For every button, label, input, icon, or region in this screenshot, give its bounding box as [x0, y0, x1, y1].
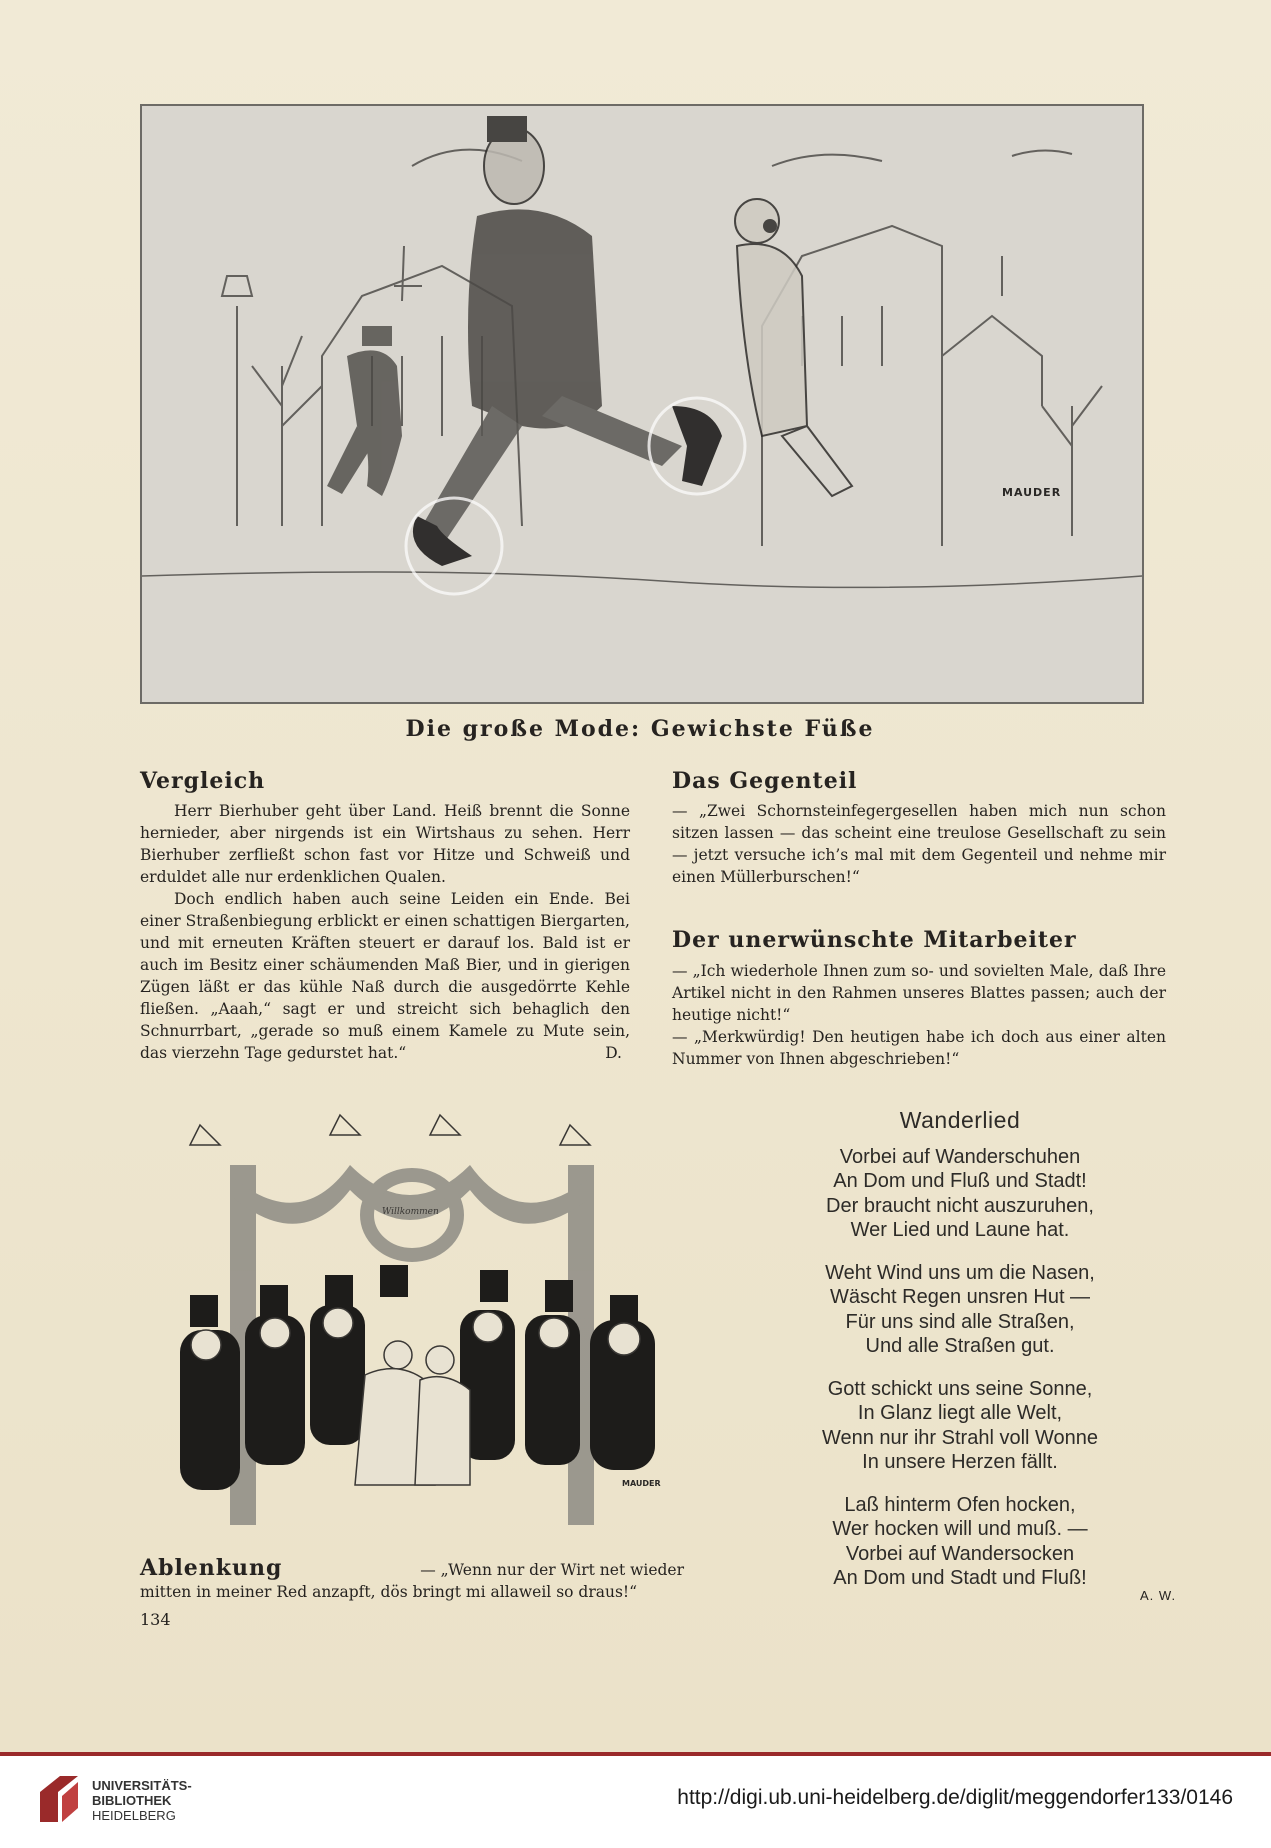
- bottom-illustration-signature: MAUDER: [622, 1479, 661, 1488]
- poem-title: Wanderlied: [899, 1107, 1021, 1133]
- poem-line: An Dom und Stadt und Fluß!: [833, 1567, 1087, 1589]
- left-article-signature: D.: [605, 1044, 622, 1062]
- library-name-line-1: UNIVERSITÄTS-: [92, 1778, 192, 1793]
- page-number: 134: [140, 1610, 171, 1629]
- bottom-illustration: [150, 1105, 690, 1545]
- poem-stanza: [750, 1493, 1170, 1591]
- left-article-paragraph-2: [140, 888, 630, 1064]
- poem-line: In unsere Herzen fällt.: [862, 1451, 1058, 1473]
- poem-stanza: [750, 1261, 1170, 1359]
- poem-line: Laß hinterm Ofen hocken,: [844, 1493, 1076, 1516]
- footer-divider: [0, 1752, 1271, 1756]
- right-article-1-body: [672, 800, 1166, 888]
- poem-line: Und alle Straßen gut.: [865, 1335, 1055, 1357]
- ablenkung-heading: Ablenkung: [140, 1555, 283, 1581]
- walking-men-sketch: [142, 106, 1142, 702]
- poem-line: Für uns sind alle Straßen,: [845, 1310, 1075, 1333]
- poem-line: Wer hocken will und muß. —: [832, 1518, 1088, 1540]
- right-article-2-line-1: — „Ich wiederhole Ihnen zum so- und sovielten Male, daß Ihre Artikel nicht in den Rahmen unseres Blattes passen; auch der heutige nicht!“: [672, 962, 1166, 1024]
- poem-line: Der braucht nicht auszuruhen,: [826, 1194, 1094, 1217]
- ablenkung-text-first: — „Wenn nur der Wirt net wieder: [420, 1561, 684, 1579]
- bottom-illustration-banner: Willkommen: [382, 1207, 439, 1217]
- poem-author: A. W.: [1140, 1588, 1177, 1603]
- poem-line: Wäscht Regen unsren Hut —: [829, 1286, 1091, 1308]
- poem-line: Wenn nur ihr Strahl voll Wonne: [821, 1426, 1099, 1449]
- poem-line: Vorbei auf Wanderschuhen: [839, 1145, 1081, 1168]
- poem-stanza: [750, 1377, 1170, 1475]
- top-illustration-caption: Die große Mode: Gewichste Füße: [405, 716, 875, 742]
- right-article-2-line-2: — „Merkwürdig! Den heutigen habe ich doch aus einer alten Nummer von Ihnen abgeschrieben!“: [672, 1028, 1166, 1068]
- library-name-line-3: HEIDELBERG: [92, 1808, 176, 1823]
- digital-library-link[interactable]: http://digi.ub.uni-heidelberg.de/diglit/meggendorfer133/0146: [677, 1786, 1233, 1809]
- library-name-line-2: BIBLIOTHEK: [92, 1793, 172, 1808]
- left-article-heading: Vergleich: [140, 768, 266, 794]
- left-article-paragraph-1: Herr Bierhuber geht über Land. Heiß brennt die Sonne hernieder, aber nirgends ist ein Wirtshaus zu sehen. Herr Bierhuber zerfließt schon fast vor Hitze und Schweiß und erduldet alle nur erdenklichen Qualen.: [140, 802, 630, 886]
- poem-line: Gott schickt uns seine Sonne,: [827, 1377, 1093, 1400]
- poem-line: In Glanz liegt alle Welt,: [857, 1402, 1063, 1424]
- left-article-body: [140, 800, 630, 1064]
- poem: [750, 1108, 1170, 1609]
- right-article-2-heading: Der unerwünschte Mitarbeiter: [672, 927, 1077, 953]
- right-article-1-heading: Das Gegenteil: [672, 768, 858, 794]
- ablenkung-caption: [140, 1557, 700, 1603]
- top-illustration: [140, 104, 1144, 704]
- university-logo-icon: [36, 1772, 82, 1826]
- right-article-1-text: — „Zwei Schornsteinfegergesellen haben mich nun schon sitzen lassen — das scheint eine treulose Gesellschaft zu sein — jetzt versuche ich’s mal mit dem Gegenteil und nehme mir einen Müllerburschen!“: [672, 802, 1166, 886]
- poem-line: An Dom und Fluß und Stadt!: [833, 1170, 1087, 1192]
- wedding-party-sketch: [150, 1105, 690, 1545]
- right-article-2-body: [672, 960, 1166, 1070]
- footer-bar: [0, 1752, 1271, 1848]
- library-name: [92, 1778, 192, 1823]
- poem-line: Wer Lied und Laune hat.: [850, 1219, 1070, 1241]
- left-article-paragraph-2-text: Doch endlich haben auch seine Leiden ein Ende. Bei einer Straßenbiegung erblickt er einen schattigen Biergarten, und mit erneuten Kräften steuert er darauf los. Bald ist er auch im Besitz einer schäumenden Maß Bier, und in gierigen Zügen läßt er das kühle Naß durch die ausgedörrte Kehle fließen. „Aaah,“ sagt er und streicht sich behaglich den Schnurrbart, „gerade so muß einem Kamele zu Mute sein, das vierzehn Tage gedurstet hat.“: [140, 890, 630, 1062]
- top-illustration-signature: MAUDER: [1002, 486, 1062, 499]
- poem-line: Weht Wind uns um die Nasen,: [825, 1261, 1095, 1284]
- poem-stanza: [750, 1145, 1170, 1243]
- ablenkung-first-line: [140, 1557, 700, 1581]
- poem-line: Vorbei auf Wandersocken: [845, 1542, 1075, 1565]
- ablenkung-text-second: mitten in meiner Red anzapft, dös bringt mi allaweil so draus!“: [140, 1583, 638, 1601]
